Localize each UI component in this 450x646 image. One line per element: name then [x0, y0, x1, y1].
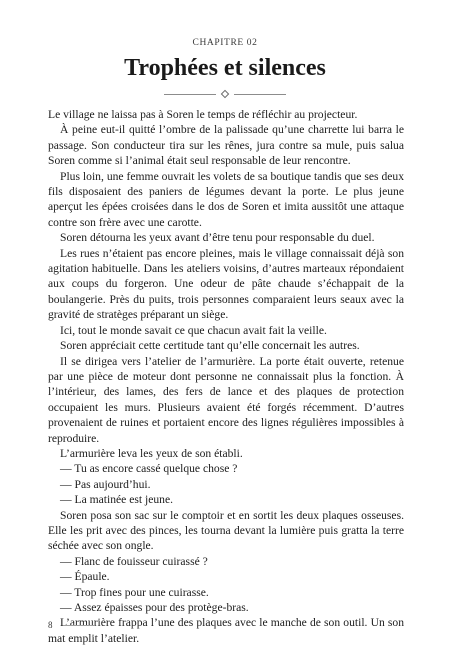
title-ornament: [0, 89, 450, 99]
paragraph: À peine eut-il quitté l’ombre de la palissade qu’une charrette lui barra le passage. Son conducteur tira sur les rênes, jura contre sa mule, puis salua Soren comme si l’animal était seul responsable de leur rencontre.: [48, 123, 404, 168]
dialogue-line: — Épaule.: [60, 570, 110, 584]
paragraph: Les rues n’étaient pas encore pleines, mais le village connaissait déjà son agitation habituelle. Dans les ateliers voisins, d’autres marteaux répondaient aux coups du forgeron. Une odeur de pâte chaude s’échappait de la boulangerie. Près du puits, trois personnes comparaient leurs seaux avec la gravité de stratèges préparant un siège.: [48, 246, 404, 322]
paragraph: Le village ne laissa pas à Soren le temps de réfléchir au projecteur.: [48, 108, 358, 121]
ornament-rule-left: [164, 94, 216, 95]
paragraph: Soren posa son sac sur le comptoir et en sortit les deux plaques osseuses. Elle les prit avec des pinces, les tourna devant la lumière puis gratta la terre séchée avec son ongle.: [48, 508, 404, 553]
page-footer: [48, 619, 95, 631]
paragraph: Soren détourna les yeux avant d’être tenu pour responsable du duel.: [60, 231, 375, 245]
dialogue-line: — La matinée est jeune.: [60, 493, 173, 507]
page-number: 8: [48, 620, 53, 630]
paragraph: Il se dirigea vers l’atelier de l’armurière. La porte était ouverte, retenue par une pièce de moteur dont personne ne connaissait plus la fonction. À l’intérieur, des lames, des fers de lance et des plaques de protection occupaient les murs. Plusieurs avaient été forgés récemment. D’autres provenaient de ruines et portaient encore des lignes régulières impossibles à reproduire.: [48, 354, 404, 445]
paragraph: L’armurière leva les yeux de son établi.: [60, 446, 243, 460]
dialogue-line: — Trop fines pour une cuirasse.: [60, 585, 209, 599]
dialogue-line: — Tu as encore cassé quelque chose ?: [60, 462, 238, 476]
dialogue-line: — Assez épaisses pour des protège-bras.: [60, 601, 249, 614]
paragraph: L’armurière frappa l’une des plaques avec le manche de son outil. Un son mat emplit l’atelier.: [48, 616, 404, 645]
footer-rule: [63, 625, 95, 626]
paragraph: Ici, tout le monde savait ce que chacun avait fait la veille.: [60, 323, 327, 337]
diamond-icon: [221, 90, 229, 98]
paragraph: Plus loin, une femme ouvrait les volets de sa boutique tandis que ses deux fils disposaient des paniers de légumes devant la porte. Le plus jeune aperçut les épées croisées dans le dos de Soren et imita aussitôt une attaque contre son frère avec une carotte.: [48, 169, 404, 229]
ornament-rule-right: [234, 94, 286, 95]
chapter-body: [48, 107, 404, 646]
chapter-title: Trophées et silences: [124, 55, 326, 81]
chapter-label: CHAPITRE 02: [192, 38, 258, 48]
dialogue-line: — Flanc de fouisseur cuirassé ?: [60, 554, 208, 568]
paragraph: Soren appréciait cette certitude tant qu’elle concernait les autres.: [60, 339, 360, 353]
dialogue-line: — Pas aujourd’hui.: [60, 477, 151, 491]
